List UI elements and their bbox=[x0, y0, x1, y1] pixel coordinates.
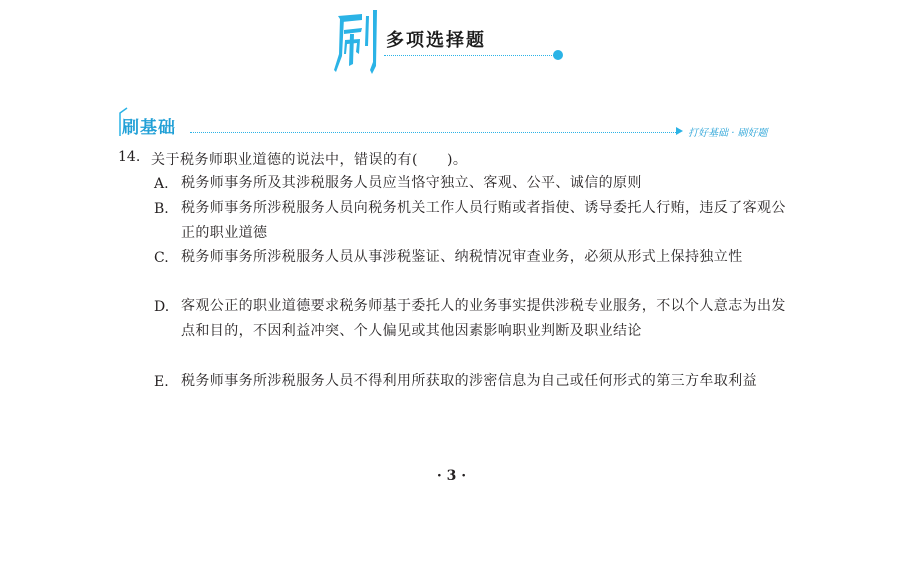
option-e-letter: E. bbox=[154, 374, 169, 390]
header-divider bbox=[384, 55, 554, 56]
section-divider bbox=[190, 132, 678, 133]
option-d-text: 客观公正的职业道德要求税务师基于委托人的业务事实提供涉税专业服务，不以个人意志为出发点和目的，不因利益冲突、个人偏见或其他因素影响职业判断及职业结论 bbox=[181, 298, 786, 339]
option-a-text: 税务师事务所及其涉税服务人员应当恪守独立、客观、公平、诚信的原则 bbox=[181, 175, 642, 191]
brush-character-logo bbox=[332, 6, 380, 78]
header-title: 多项选择题 bbox=[386, 30, 486, 51]
arrow-right-icon bbox=[676, 127, 683, 135]
question-stem: 关于税务师职业道德的说法中，错误的有( )。 bbox=[151, 152, 468, 168]
question-number: 14. bbox=[118, 149, 141, 165]
page-number: · 3 · bbox=[436, 468, 467, 484]
option-e-text: 税务师事务所涉税服务人员不得利用所获取的涉密信息为自己或任何形式的第三方牟取利益 bbox=[181, 373, 757, 389]
option-a-letter: A. bbox=[154, 176, 169, 192]
header-dot bbox=[553, 50, 563, 60]
section-label: 刷基础 bbox=[122, 118, 176, 138]
option-c-text: 税务师事务所涉税服务人员从事涉税鉴证、纳税情况审查业务，必须从形式上保持独立性 bbox=[181, 249, 743, 265]
option-b-text: 税务师事务所涉税服务人员向税务机关工作人员行贿或者指使、诱导委托人行贿，违反了客观公正的职业道德 bbox=[181, 200, 786, 241]
section-slogan: 打好基础 · 刷好题 bbox=[688, 128, 768, 139]
option-d-letter: D. bbox=[154, 299, 170, 315]
option-b-letter: B. bbox=[154, 201, 169, 217]
option-c-letter: C. bbox=[154, 250, 169, 266]
